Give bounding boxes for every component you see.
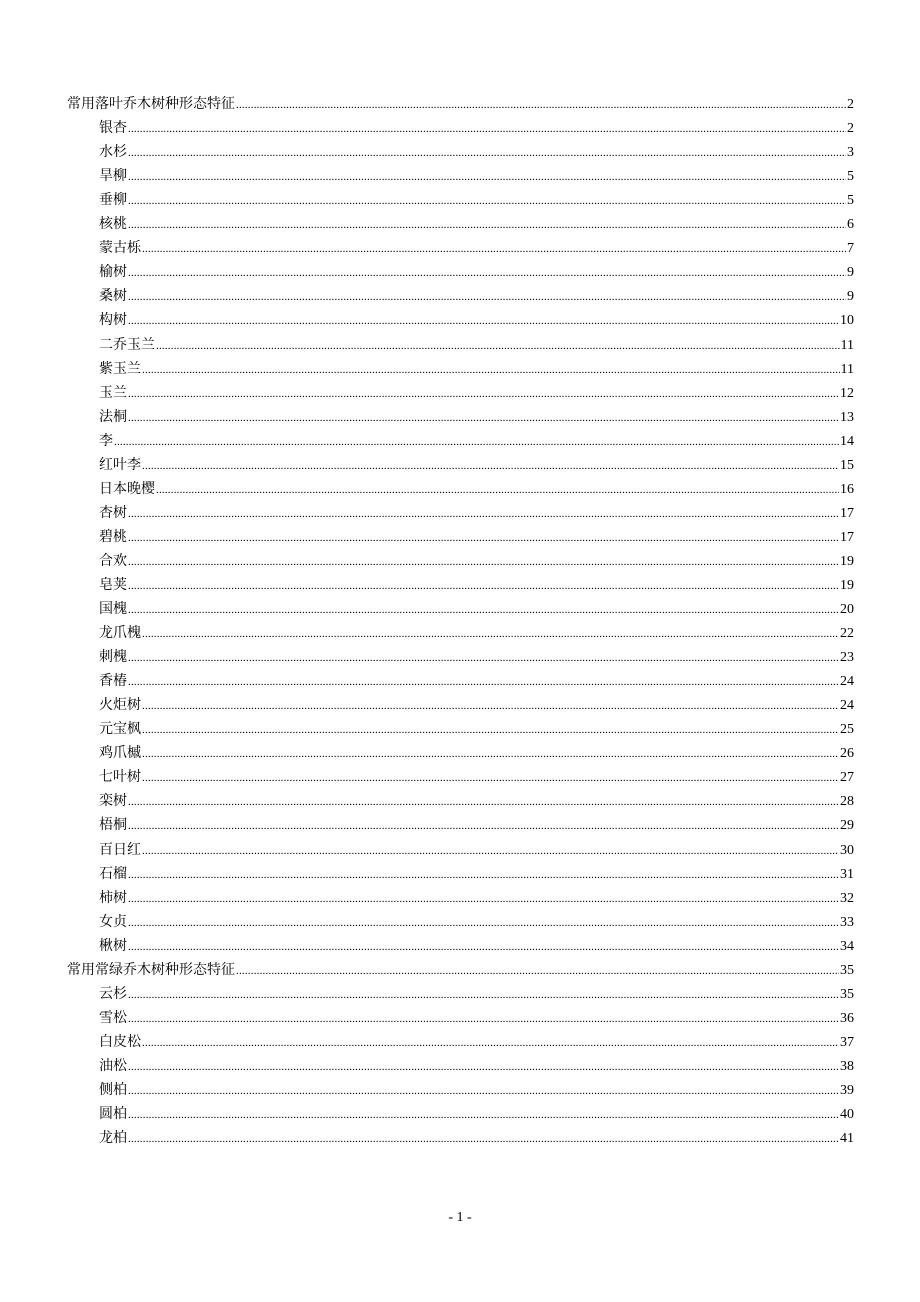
- toc-entry-page-number[interactable]: 19: [840, 553, 854, 569]
- toc-entry-label[interactable]: 银杏: [99, 120, 127, 137]
- toc-entry-label[interactable]: 圆柏: [99, 1106, 127, 1123]
- toc-entry-page-number[interactable]: 14: [840, 433, 854, 449]
- dot-leader: [128, 577, 839, 594]
- toc-entry[interactable]: [67, 522, 854, 546]
- toc-entry-page-number[interactable]: 2: [847, 121, 854, 137]
- toc-entry-page-number[interactable]: 33: [840, 914, 854, 930]
- toc-entry[interactable]: [67, 570, 854, 594]
- dot-leader: [236, 96, 846, 113]
- dot-leader: [128, 890, 839, 907]
- dot-leader: [128, 938, 839, 955]
- toc-entry[interactable]: [67, 474, 854, 498]
- toc-entry-label[interactable]: 日本晚樱: [99, 480, 155, 497]
- toc-entry-label[interactable]: 国槐: [99, 601, 127, 618]
- dot-leader: [128, 120, 846, 137]
- toc-entry[interactable]: [67, 738, 854, 762]
- toc-entry-label[interactable]: 云杉: [99, 985, 127, 1002]
- toc-entry-label[interactable]: 百日红: [99, 841, 141, 858]
- toc-entry-page-number[interactable]: 22: [840, 626, 854, 642]
- toc-entry-page-number[interactable]: 5: [847, 169, 854, 185]
- toc-entry[interactable]: [67, 931, 854, 955]
- toc-entry-page-number[interactable]: 10: [840, 313, 854, 329]
- toc-entry-page-number[interactable]: 13: [840, 409, 854, 425]
- toc-entry[interactable]: [67, 1027, 854, 1051]
- toc-entry-label[interactable]: 桑树: [99, 288, 127, 305]
- toc-entry[interactable]: [67, 1051, 854, 1075]
- toc-entry-page-number[interactable]: 20: [840, 602, 854, 618]
- toc-section-entry[interactable]: [67, 955, 854, 979]
- toc-entry-label[interactable]: 白皮松: [99, 1033, 141, 1050]
- toc-entry[interactable]: [67, 979, 854, 1003]
- page-number: - 1 -: [448, 1210, 472, 1225]
- dot-leader: [128, 553, 839, 570]
- toc-entry-page-number[interactable]: 9: [847, 289, 854, 305]
- dot-leader: [128, 673, 839, 690]
- toc-entry-label[interactable]: 构树: [99, 312, 127, 329]
- toc-entry-label[interactable]: 七叶树: [99, 769, 141, 786]
- toc-entry-page-number[interactable]: 7: [847, 241, 854, 257]
- toc-entry[interactable]: [67, 281, 854, 305]
- toc-entry-label[interactable]: 鸡爪槭: [99, 745, 141, 762]
- dot-leader: [128, 505, 839, 522]
- dot-leader: [128, 144, 846, 161]
- toc-entry-label[interactable]: 石榴: [99, 865, 127, 882]
- toc-entry-page-number[interactable]: 9: [847, 265, 854, 281]
- toc-entry-page-number[interactable]: 17: [840, 529, 854, 545]
- toc-entry[interactable]: [67, 1075, 854, 1099]
- toc-entry[interactable]: [67, 907, 854, 931]
- dot-leader: [128, 385, 839, 402]
- dot-leader: [142, 1034, 839, 1051]
- dot-leader: [128, 866, 839, 883]
- toc-entry-label[interactable]: 杏树: [99, 504, 127, 521]
- toc-entry-label[interactable]: 紫玉兰: [99, 360, 141, 377]
- dot-leader: [128, 601, 839, 618]
- toc-entry-label[interactable]: 梧桐: [99, 817, 127, 834]
- toc-entry[interactable]: [67, 1123, 854, 1147]
- dot-leader: [142, 842, 839, 859]
- dot-leader: [128, 192, 846, 209]
- toc-entry[interactable]: [67, 1003, 854, 1027]
- toc-entry-page-number[interactable]: 12: [840, 385, 854, 401]
- toc-entry[interactable]: [67, 1099, 854, 1123]
- toc-entry[interactable]: [67, 546, 854, 570]
- dot-leader: [142, 625, 839, 642]
- toc-entry-label[interactable]: 旱柳: [99, 168, 127, 185]
- dot-leader: [156, 481, 839, 498]
- toc-entry-label[interactable]: 法桐: [99, 408, 127, 425]
- toc-entry-page-number[interactable]: 31: [840, 866, 854, 882]
- toc-entry-label[interactable]: 侧柏: [99, 1081, 127, 1098]
- toc-entry[interactable]: [67, 786, 854, 810]
- toc-entry[interactable]: [67, 594, 854, 618]
- toc-entry-page-number[interactable]: 35: [840, 962, 854, 978]
- toc-entry[interactable]: [67, 762, 854, 786]
- toc-entry-page-number[interactable]: 28: [840, 794, 854, 810]
- toc-entry-page-number[interactable]: 15: [840, 457, 854, 473]
- toc-entry-label[interactable]: 常用落叶乔木树种形态特征: [67, 96, 235, 113]
- toc-entry-page-number[interactable]: 38: [840, 1058, 854, 1074]
- toc-entry-label[interactable]: 玉兰: [99, 384, 127, 401]
- toc-entry-page-number[interactable]: 35: [840, 986, 854, 1002]
- dot-leader: [128, 168, 846, 185]
- toc-entry-page-number[interactable]: 40: [840, 1107, 854, 1123]
- dot-leader: [156, 337, 840, 354]
- toc-entry-label[interactable]: 柿树: [99, 889, 127, 906]
- dot-leader: [128, 216, 846, 233]
- dot-leader: [128, 1058, 839, 1075]
- dot-leader: [128, 312, 839, 329]
- toc-entry[interactable]: [67, 257, 854, 281]
- toc-entry-label[interactable]: 常用常绿乔木树种形态特征: [67, 961, 235, 978]
- dot-leader: [236, 962, 839, 979]
- toc-entry-page-number[interactable]: 34: [840, 938, 854, 954]
- toc-entry-page-number[interactable]: 27: [840, 770, 854, 786]
- toc-entry-label[interactable]: 龙柏: [99, 1130, 127, 1147]
- toc-entry-page-number[interactable]: 24: [840, 674, 854, 690]
- dot-leader: [114, 433, 839, 450]
- dot-leader: [142, 361, 840, 378]
- toc-section-entry[interactable]: [67, 89, 854, 113]
- toc-entry[interactable]: [67, 209, 854, 233]
- toc-entry-label[interactable]: 碧桃: [99, 528, 127, 545]
- toc-entry[interactable]: [67, 378, 854, 402]
- toc-entry-page-number[interactable]: 26: [840, 746, 854, 762]
- toc-entry-page-number[interactable]: 11: [840, 337, 854, 353]
- dot-leader: [128, 288, 846, 305]
- toc-entry[interactable]: [67, 329, 854, 353]
- dot-leader: [128, 649, 839, 666]
- toc-entry[interactable]: [67, 642, 854, 666]
- toc-entry-page-number[interactable]: 36: [840, 1010, 854, 1026]
- toc-entry-label[interactable]: 火炬树: [99, 697, 141, 714]
- dot-leader: [128, 817, 839, 834]
- toc-entry-label[interactable]: 李: [99, 432, 113, 449]
- toc-entry[interactable]: [67, 666, 854, 690]
- table-of-contents: [67, 89, 854, 1147]
- toc-entry[interactable]: [67, 690, 854, 714]
- toc-entry[interactable]: [67, 714, 854, 738]
- toc-entry-label[interactable]: 皂荚: [99, 576, 127, 593]
- toc-entry-label[interactable]: 元宝枫: [99, 721, 141, 738]
- toc-entry-label[interactable]: 红叶李: [99, 456, 141, 473]
- toc-entry-page-number[interactable]: 37: [840, 1034, 854, 1050]
- toc-entry-page-number[interactable]: 30: [840, 842, 854, 858]
- dot-leader: [142, 721, 839, 738]
- toc-entry-label[interactable]: 榆树: [99, 264, 127, 281]
- toc-entry-label[interactable]: 雪松: [99, 1009, 127, 1026]
- toc-entry-page-number[interactable]: 25: [840, 722, 854, 738]
- toc-entry[interactable]: [67, 498, 854, 522]
- toc-entry-label[interactable]: 楸树: [99, 937, 127, 954]
- toc-entry-page-number[interactable]: 41: [840, 1131, 854, 1147]
- dot-leader: [142, 745, 839, 762]
- toc-entry[interactable]: [67, 426, 854, 450]
- dot-leader: [142, 769, 839, 786]
- dot-leader: [128, 1130, 839, 1147]
- toc-entry[interactable]: [67, 883, 854, 907]
- toc-entry[interactable]: [67, 354, 854, 378]
- toc-entry[interactable]: [67, 450, 854, 474]
- toc-entry[interactable]: [67, 810, 854, 834]
- dot-leader: [142, 697, 839, 714]
- toc-entry[interactable]: [67, 859, 854, 883]
- toc-entry-page-number[interactable]: 23: [840, 650, 854, 666]
- toc-entry[interactable]: [67, 113, 854, 137]
- dot-leader: [128, 264, 846, 281]
- toc-entry-label[interactable]: 垂柳: [99, 192, 127, 209]
- toc-entry[interactable]: [67, 618, 854, 642]
- toc-entry-page-number[interactable]: 5: [847, 193, 854, 209]
- toc-entry-page-number[interactable]: 2: [847, 97, 854, 113]
- toc-entry[interactable]: [67, 161, 854, 185]
- toc-entry-page-number[interactable]: 3: [847, 145, 854, 161]
- toc-entry-page-number[interactable]: 11: [840, 361, 854, 377]
- toc-entry-label[interactable]: 蒙古栎: [99, 240, 141, 257]
- toc-entry[interactable]: [67, 402, 854, 426]
- toc-entry-label[interactable]: 刺槐: [99, 649, 127, 666]
- toc-entry-label[interactable]: 龙爪槐: [99, 625, 141, 642]
- toc-entry-page-number[interactable]: 17: [840, 505, 854, 521]
- toc-entry-label[interactable]: 二乔玉兰: [99, 336, 155, 353]
- dot-leader: [128, 914, 839, 931]
- toc-entry[interactable]: [67, 185, 854, 209]
- dot-leader: [142, 457, 839, 474]
- dot-leader: [128, 986, 839, 1003]
- toc-entry[interactable]: [67, 233, 854, 257]
- toc-entry-label[interactable]: 女贞: [99, 913, 127, 930]
- toc-entry-page-number[interactable]: 39: [840, 1082, 854, 1098]
- toc-entry-page-number[interactable]: 19: [840, 577, 854, 593]
- dot-leader: [128, 409, 839, 426]
- toc-entry-label[interactable]: 核桃: [99, 216, 127, 233]
- toc-entry-label[interactable]: 香椿: [99, 673, 127, 690]
- toc-entry-label[interactable]: 合欢: [99, 552, 127, 569]
- toc-entry-page-number[interactable]: 6: [847, 217, 854, 233]
- toc-entry-page-number[interactable]: 32: [840, 890, 854, 906]
- dot-leader: [128, 1010, 839, 1027]
- toc-entry[interactable]: [67, 834, 854, 858]
- toc-entry-label[interactable]: 水杉: [99, 144, 127, 161]
- toc-entry[interactable]: [67, 305, 854, 329]
- toc-entry-page-number[interactable]: 24: [840, 698, 854, 714]
- dot-leader: [128, 1082, 839, 1099]
- toc-entry[interactable]: [67, 137, 854, 161]
- toc-entry-page-number[interactable]: 29: [840, 818, 854, 834]
- toc-entry-label[interactable]: 油松: [99, 1057, 127, 1074]
- dot-leader: [128, 1106, 839, 1123]
- dot-leader: [128, 793, 839, 810]
- dot-leader: [142, 240, 846, 257]
- toc-entry-page-number[interactable]: 16: [840, 481, 854, 497]
- dot-leader: [128, 529, 839, 546]
- toc-entry-label[interactable]: 栾树: [99, 793, 127, 810]
